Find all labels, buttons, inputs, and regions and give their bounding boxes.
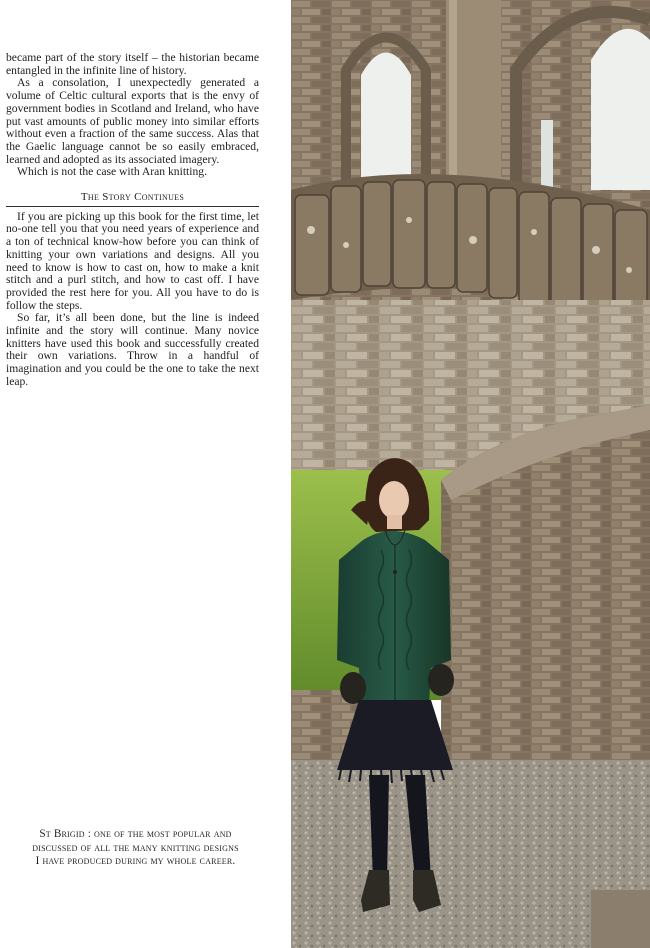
paragraph: So far, it’s all been done, but the line is indeed infinite and the story will continue. Many novice knitters have used this book and successfully created their own variations. Throw in a handful of imagination and you could be the one to take the next leap. [6, 311, 259, 388]
paragraph: Which is not the case with Aran knitting. [17, 165, 207, 179]
abbey-ruins-photo [291, 0, 650, 948]
caption-line: St Brigid : one of the most popular and [39, 828, 232, 840]
caption-line: I have produced during my whole career. [35, 855, 236, 868]
photo-caption [14, 828, 257, 869]
section-heading: The Story Continues [6, 191, 259, 207]
caption-line: discussed of all the many knitting designs [32, 841, 239, 854]
paragraph: If you are picking up this book for the first time, let no-one tell you that you need years of experience and a ton of technical know-how before you can think of knitting your own variations and designs. All you need to know is how to cast on, how to make a knit stitch and a purl stitch, and how to cast off. I have provided the rest here for you. All you have to do is follow the steps. [6, 209, 259, 312]
paragraph: became part of the story itself – the historian became entangled in the infinite line of history. [6, 51, 259, 77]
body-text-column [6, 52, 259, 389]
paragraph: As a consolation, I unexpectedly generated a volume of Celtic cultural exports that is the envy of government bodies in Scotland and Ireland, who have put vast amounts of public money into similar efforts without even a fraction of the same success. Alas that the Gaelic language cannot be so easily embraced, learned and adopted as its associated imagery. [6, 76, 259, 166]
photo-illustration [291, 0, 650, 948]
